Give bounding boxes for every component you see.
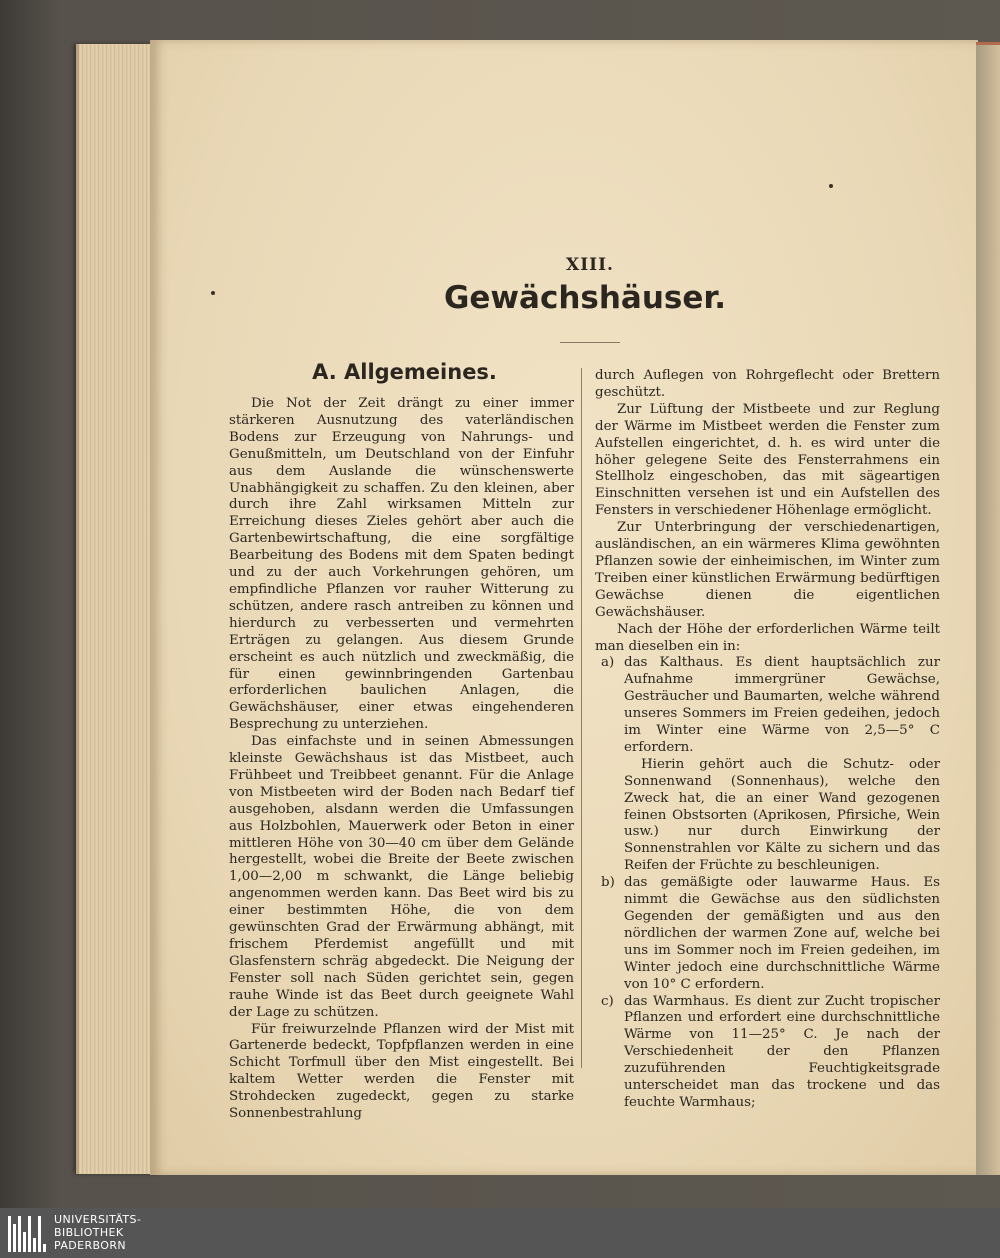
paragraph: Zur Lüftung der Mistbeete und zur Reglung der Wärme im Mistbeet werden die Fenster zum Aufstellen eingerichtet, d. h. es wird unter die höher gelegene Seite des Fensterrahmens ein Stellholz eingeschoben, das mit sägeartigen Einschnitten versehen ist und ein Aufstellen des Fensters in verschiedener Höhenlage ermöglicht. [595,401,940,519]
library-footer [0,1208,1000,1258]
list-item-text: das Kalthaus. Es dient hauptsächlich zur Aufnahme immergrüner Gewächse, Gesträucher und Baumarten, welche während unseres Sommers im Freien gedeihen, jedoch im Winter eine Wärme von 2,5—5° C erfordern. [624,655,940,755]
list-item-text: das gemäßigte oder lauwarme Haus. Es nimmt die Gewächse aus den südlichsten Gegenden der gemäßigten und aus den nördlichen der warmen Zone auf, welche bei uns im Sommer noch im Freien gedeihen, im Winter jedoch eine durchschnittliche Wärme von 10° C erfordern. [624,875,940,992]
list-marker: c) [601,993,614,1009]
paragraph: durch Auflegen von Rohrgeflecht oder Brettern geschützt. [595,368,940,400]
chapter-title: Gewächshäuser. [443,280,727,316]
list-item [595,994,940,1112]
paragraph: Nach der Höhe der erforderlichen Wärme teilt man dieselben ein in: [595,621,940,654]
chapter-number: XIII. [566,255,614,275]
left-column [229,396,574,1123]
adjacent-page-edge [976,42,1000,1175]
library-name-line: PADERBORN [54,1239,127,1252]
list-item [595,875,940,993]
ink-speck [211,291,215,295]
paragraph: Die Not der Zeit drängt zu einer immer stärkeren Ausnutzung des vaterländischen Bodens zur Erzeugung von Nahrungs- und Genußmitteln, um Deutschland von der Einfuhr aus dem Auslande die wünschenswerte Unabhängigkeit zu schaffen. Zu den kleinen, aber durch ihre Zahl wirksamen Mitteln zur Erreichung dieses Zieles gehört aber auch die Gartenbewirtschaftung, die eine sorgfältige Bearbeitung des Bodens mit dem Spaten bedingt und zu der auch Vorkehrungen gehören, um empfindliche Pflanzen vor rauher Witterung zu schützen, andere rasch antreiben zu können und hierdurch zu verbesserten und vermehrten Erträgen zu gelangen. Aus diesem Grunde erscheint es auch nützlich und zweckmäßig, die für einen gewinnbringenden Gartenbau erforderlichen baulichen Anlagen, die Gewächshäuser, einer etwas eingehenderen Besprechung zu unterziehen. [229,396,574,733]
list-item-subparagraph: Hierin gehört auch die Schutz- oder Sonnenwand (Sonnenhaus), welche den Zweck hat, die an einer Wand gezogenen feinen Obstsorten (Aprikosen, Pfirsiche, Wein usw.) nur durch Einwirkung der Sonnenstrahlen vor Kälte zu sichern und das Reifen der Früchte zu beschleunigen. [624,756,940,874]
right-column [595,368,940,1112]
paragraph: Für freiwurzelnde Pflanzen wird der Mist mit Gartenerde bedeckt, Topfpflanzen werden in eine Schicht Torfmull über den Mist eingestellt. Bei kaltem Wetter werden die Fenster mit Strohdecken zugedeckt, gegen zu starke Sonnenbestrahlung [229,1021,574,1122]
library-name [54,1213,141,1252]
library-logo-icon [8,1216,48,1252]
section-title: A. Allgemeines. [312,360,497,384]
column-divider [581,368,582,1068]
ink-speck [829,184,833,188]
list-item [595,655,940,875]
paragraph: Das einfachste und in seinen Abmessungen kleinste Gewächshaus ist das Mistbeet, auch Frühbeet und Treibbeet genannt. Für die Anlage von Mistbeeten wird der Boden nach Bedarf tief ausgehoben, alsdann werden die Umfassungen aus Holzbohlen, Mauerwerk oder Beton in einer mittleren Höhe von 30—40 cm über dem Gelände hergestellt, wobei die Breite der Beete zwischen 1,00—2,00 m schwankt, die Länge beliebig angenommen werden kann. Das Beet wird bis zu einer bestimmten Höhe, die von dem gewünschten Grad der Erwärmung abhängt, mit frischem Pferdemist angefüllt und mit Glasfenstern schräg abgedeckt. Die Neigung der Fenster soll nach Süden gerichtet sein, gegen rauhe Winde ist das Beet durch geeignete Wahl der Lage zu schützen. [229,734,574,1020]
book-page-edges [76,44,161,1174]
title-rule [560,342,620,343]
library-name-line: BIBLIOTHEK [54,1226,124,1239]
list-item-text: das Warmhaus. Es dient zur Zucht tropischer Pflanzen und erfordert eine durchschnittliche Wärme von 11—25° C. Je nach der Verschiedenheit der den Pflanzen zuzuführenden Feuchtigkeitsgrade unterscheidet man das trockene und das feuchte Warmhaus; [624,993,940,1110]
paragraph: Zur Unterbringung der verschiedenartigen, ausländischen, an ein wärmeres Klima gewöhnten Pflanzen sowie der einheimischen, im Winter zum Treiben einer künstlichen Erwärmung bedürftigen Gewächse dienen die eigentlichen Gewächshäuser. [595,520,940,620]
list-marker: a) [601,655,615,671]
list-marker: b) [601,875,615,891]
library-name-line: UNIVERSITÄTS- [54,1213,142,1226]
